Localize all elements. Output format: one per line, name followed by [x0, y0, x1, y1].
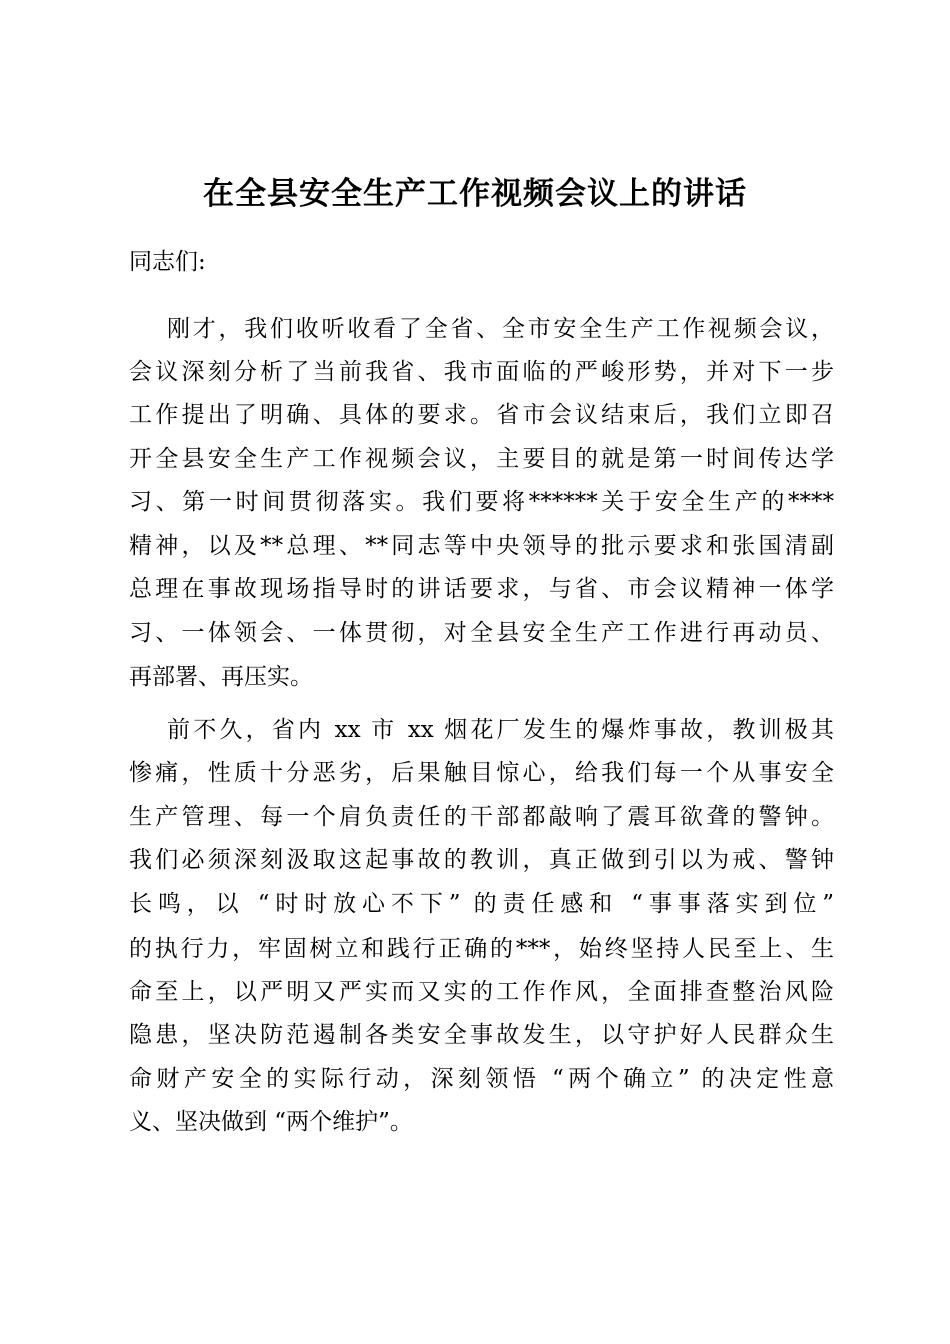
- paragraph-2-line-10: 义、坚决做到 “两个维护”。: [129, 1109, 413, 1135]
- paragraph-1-line-6: 精神，以及**总理、**同志等中央领导的批示要求和张国清副: [129, 533, 834, 559]
- paragraph-2-line-6: 的执行力，牢固树立和践行正确的***，始终坚持人民至上、生: [129, 936, 834, 962]
- paragraph-2-line-7: 命至上，以严明又严实而又实的工作作风，全面排查整治风险: [129, 979, 834, 1005]
- paragraph-2-line-8: 隐患，坚决防范遏制各类安全事故发生，以守护好人民群众生: [129, 1022, 834, 1048]
- paragraph-2-line-3: 生产管理、每一个肩负责任的干部都敲响了震耳欲聋的警钟。: [129, 804, 834, 830]
- paragraph-1-line-2: 会议深刻分析了当前我省、我市面临的严峻形势，并对下一步: [129, 359, 834, 385]
- paragraph-2-line-5: 长鸣，以 “时时放心不下” 的责任感和 “事事落实到位”: [129, 891, 834, 917]
- paragraph-2-line-2: 惨痛，性质十分恶劣，后果触目惊心，给我们每一个从事安全: [129, 760, 834, 786]
- paragraph-2-line-1: 前不久，省内 xx 市 xx 烟花厂发生的爆炸事故，教训极其: [167, 717, 834, 743]
- paragraph-1-line-4: 开全县安全生产工作视频会议，主要目的就是第一时间传达学: [129, 446, 834, 472]
- paragraph-1-line-9: 再部署、再压实。: [129, 664, 313, 690]
- paragraph-1-line-5: 习、第一时间贯彻落实。我们要将******关于安全生产的****: [129, 489, 834, 515]
- salutation: 同志们:: [129, 249, 206, 275]
- paragraph-1-line-3: 工作提出了明确、具体的要求。省市会议结束后，我们立即召: [129, 402, 834, 428]
- paragraph-1-line-1: 刚才，我们收听收看了全省、全市安全生产工作视频会议，: [167, 316, 834, 342]
- paragraph-2-line-9: 命财产安全的实际行动，深刻领悟 “两个确立” 的决定性意: [129, 1066, 834, 1092]
- document-title: 在全县安全生产工作视频会议上的讲话: [203, 176, 747, 212]
- paragraph-2-line-4: 我们必须深刻汲取这起事故的教训，真正做到引以为戒、警钟: [129, 847, 834, 873]
- paragraph-1-line-8: 习、一体领会、一体贯彻，对全县安全生产工作进行再动员、: [129, 620, 834, 646]
- paragraph-1-line-7: 总理在事故现场指导时的讲话要求，与省、市会议精神一体学: [129, 576, 834, 602]
